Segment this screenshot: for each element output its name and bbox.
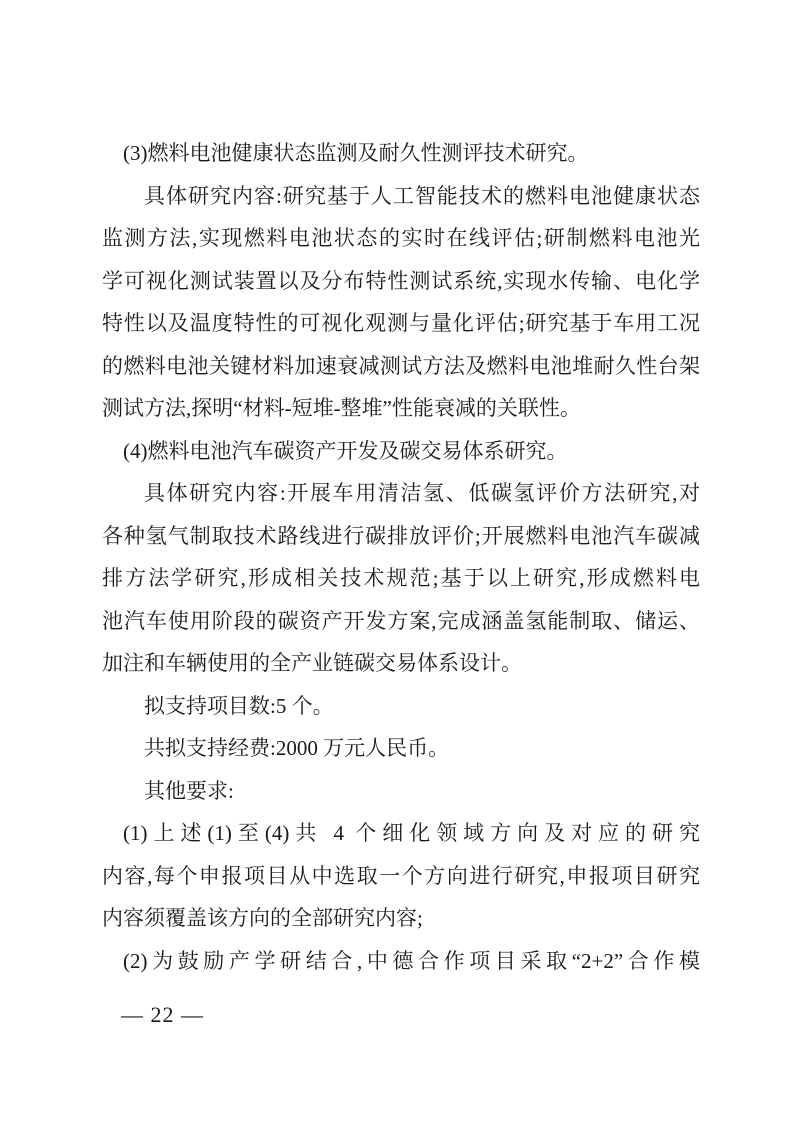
text-line: 监测方法,实现燃料电池状态的实时在线评估;研制燃料电池光 — [102, 226, 700, 250]
text-line: (1)上述(1)至(4)共 4 个细化领域方向及对应的研究 — [123, 821, 700, 845]
text-line: 学可视化测试装置以及分布特性测试系统,实现水传输、电化学 — [102, 268, 700, 293]
text-line: 内容须覆盖该方向的全部研究内容; — [102, 906, 423, 930]
text-line: 池汽车使用阶段的碳资产开发方案,完成涵盖氢能制取、储运、 — [102, 608, 700, 633]
text-line: 特性以及温度特性的可视化观测与量化评估;研究基于车用工况 — [102, 311, 700, 335]
paragraph-requirement-2 — [102, 940, 700, 983]
paragraph-total-funding — [102, 727, 700, 770]
text-line: 测试方法,探明“材料-短堆-整堆”性能衰减的关联性。 — [102, 396, 581, 420]
text-line: 具体研究内容:研究基于人工智能技术的燃料电池健康状态 — [144, 183, 700, 208]
text-line: 拟支持项目数:5 个。 — [144, 693, 334, 718]
paragraph-item-4-details — [102, 472, 700, 685]
text-line: 各种氢气制取技术路线进行碳排放评价;开展燃料电池汽车碳减 — [102, 523, 700, 548]
text-line: 共拟支持经费:2000 万元人民币。 — [144, 736, 450, 760]
paragraph-item-3-details — [102, 175, 700, 430]
text-line: 排方法学研究,形成相关技术规范;基于以上研究,形成燃料电 — [102, 566, 700, 590]
page-number: — 22 — — [121, 1002, 204, 1027]
text-line: 具体研究内容:开展车用清洁氢、低碳氢评价方法研究,对 — [144, 481, 700, 505]
text-line: 其他要求: — [144, 778, 234, 803]
text-line: (4)燃料电池汽车碳资产开发及碳交易体系研究。 — [123, 438, 568, 463]
text-line: (2)为鼓励产学研结合,中德合作项目采取“2+2”合作模 — [123, 948, 700, 973]
text-line: (3)燃料电池健康状态监测及耐久性测评技术研究。 — [123, 141, 589, 165]
text-line: 的燃料电池关键材料加速衰减测试方法及燃料电池堆耐久性台架 — [102, 353, 700, 378]
paragraph-item-4-title — [102, 430, 700, 473]
paragraph-project-count — [102, 685, 700, 728]
paragraph-requirement-1 — [102, 812, 700, 940]
text-line: 内容,每个申报项目从中选取一个方向进行研究,申报项目研究 — [102, 863, 700, 888]
page-body — [102, 132, 700, 982]
text-line: 加注和车辆使用的全产业链碳交易体系设计。 — [102, 651, 522, 675]
paragraph-item-3-title — [102, 132, 700, 175]
paragraph-other-requirements — [102, 770, 700, 813]
